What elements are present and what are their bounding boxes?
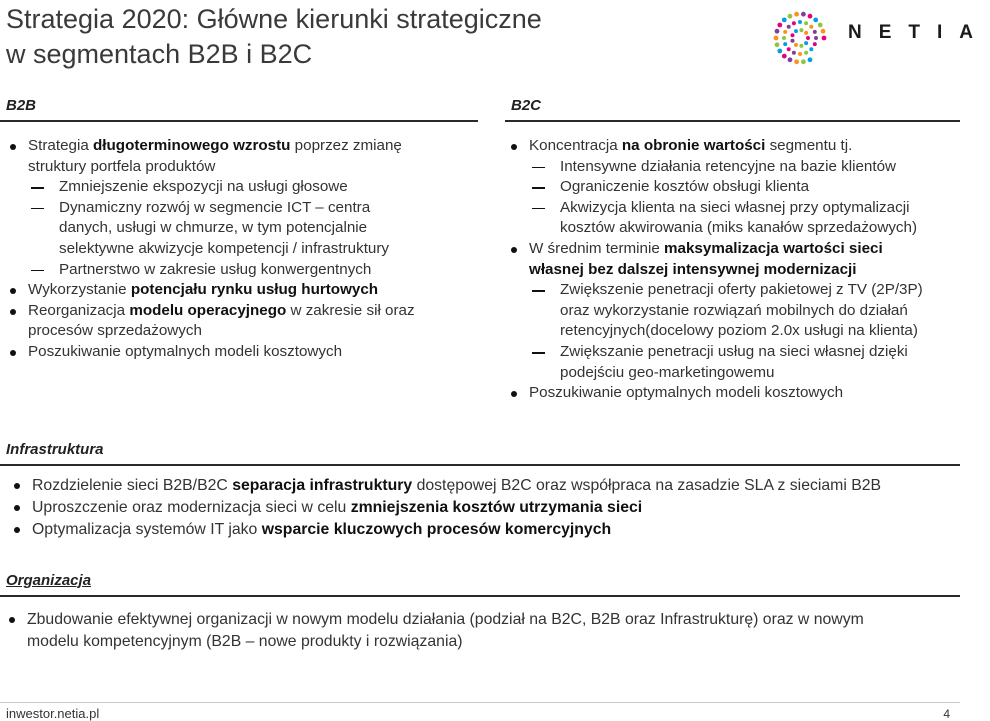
logo-dot [794,29,798,33]
logo-dot [798,52,802,56]
logo-dot [818,23,823,28]
logo-dot [813,18,818,23]
logo-dot [799,44,803,48]
infra-heading-bar [0,434,960,466]
footer-divider [0,702,960,703]
list-item: Optymalizacja systemów IT jako wsparcie kluczowych procesów komercyjnych [10,519,955,541]
logo-dot [804,51,808,55]
logo-dot [821,29,826,34]
logo-dot [808,57,813,62]
list-item: Poszukiwanie optymalnych modeli kosztowych [507,383,957,404]
logo-dot [794,59,799,64]
list-item: W średnim terminie maksymalizacja wartości sieci [507,239,957,260]
sub-item: Intensywne działania retencyjne na bazie klientów [507,157,957,178]
b2c-heading-bar [505,90,960,122]
page-number: 4 [943,707,950,721]
logo-dot [775,29,780,34]
logo-dot [783,30,787,34]
b2b-heading: B2B [6,96,37,114]
logo-dot [794,12,799,17]
logo-dot [787,25,791,29]
logo-dot [788,57,793,62]
logo-dot [775,42,780,47]
list-item-continuation: struktury portfela produktów [28,157,216,175]
logo-dot [792,51,796,55]
logo-dot [782,54,787,59]
logo-dot [806,36,810,40]
logo-dot [813,30,817,34]
list-item: Koncentracja na obronie wartości segmentu tj. [507,136,957,157]
footer-url: inwestor.netia.pl [6,706,100,721]
logo-dot [798,20,802,24]
list-item: Rozdzielenie sieci B2B/B2C separacja infrastruktury dostępowej B2C oraz współpraca na zasadzie SLA z sieciami B2B [10,475,955,497]
org-heading: Organizacja [6,571,92,589]
sub-item: Zwiększenie penetracji oferty pakietowej z TV (2P/3P) [507,280,957,301]
list-item: Uproszczenie oraz modernizacja sieci w celu zmniejszenia kosztów utrzymania sieci [10,497,955,519]
page-title [6,2,726,72]
logo-dot [792,21,796,25]
list-item-continuation: modelu kompetencyjnym (B2B – nowe produkty i rozwiązania) [27,633,463,650]
logo-dot [822,36,827,41]
logo-dot [814,36,818,40]
b2c-list [507,136,957,404]
b2c-heading: B2C [511,96,542,114]
sub-item-continuation: danych, usługi w chmurze, w tym potencjalnie [59,219,368,237]
title-line-1: Strategia 2020: Główne kierunki strategiczne [6,4,542,34]
logo-dot [804,41,808,45]
sub-item-continuation: retencyjnych(docelowy poziom 2.0x usługi na klienta) [560,322,918,340]
sub-item: Ograniczenie kosztów obsługi klienta [507,177,957,198]
list-item-continuation: procesów sprzedażowych [28,322,202,340]
list-item: Poszukiwanie optymalnych modeli kosztowych [6,342,476,363]
logo-dot [801,12,806,17]
logo-wordmark: NETIA [848,22,990,43]
org-list [5,609,955,653]
logo-dot [777,49,782,54]
infra-heading: Infrastruktura [6,440,104,458]
logo-dot [801,59,806,64]
logo-dot [782,36,786,40]
sub-item: Dynamiczny rozwój w segmencie ICT – centra [6,198,476,219]
sub-item: Akwizycja klienta na sieci własnej przy optymalizacji [507,198,957,219]
logo-dot [794,43,798,47]
list-item: Zbudowanie efektywnej organizacji w nowym modelu działania (podział na B2C, B2B oraz Infrastrukturę) oraz w nowym [5,609,955,631]
logo-dot [791,39,795,43]
logo-dot [791,33,795,37]
list-item: Wykorzystanie potencjału rynku usług hurtowych [6,280,476,301]
logo-dot [799,28,803,32]
org-heading-bar [0,565,960,597]
sub-item: Partnerstwo w zakresie usług konwergentnych [6,260,476,281]
b2b-list [6,136,476,363]
logo-dot [808,14,813,19]
sub-item: Zmniejszenie ekspozycji na usługi głosowe [6,177,476,198]
sub-item-continuation: podejściu geo-marketingowemu [560,363,775,381]
logo-dot [787,47,791,51]
title-line-2: w segmentach B2B i B2C [6,39,313,69]
logo-dot [813,42,817,46]
list-item-continuation: własnej bez dalszej intensywnej modernizacji [529,260,857,278]
sub-item-continuation: kosztów akwirowania (miks kanałów sprzedażowych) [560,219,918,237]
logo-dot [788,14,793,19]
list-item: Strategia długoterminowego wzrostu poprzez zmianę [6,136,476,157]
sub-item-continuation: selektywne akwizycje kompetencji / infrastruktury [59,239,390,257]
logo-dot [783,42,787,46]
logo-dot [782,18,787,23]
list-item: Reorganizacja modelu operacyjnego w zakresie sił oraz [6,301,476,322]
infra-list [10,475,955,541]
b2b-heading-bar [0,90,478,122]
sub-item-continuation: oraz wykorzystanie rozwiązań mobilnych do działań [560,301,908,319]
logo-dot [777,23,782,28]
logo-dot [809,25,813,29]
logo-dot [804,31,808,35]
logo-dot [809,47,813,51]
sub-item: Zwiększanie penetracji usług na sieci własnej dzięki [507,342,957,363]
logo-dot [804,21,808,25]
logo-dot [774,36,779,41]
